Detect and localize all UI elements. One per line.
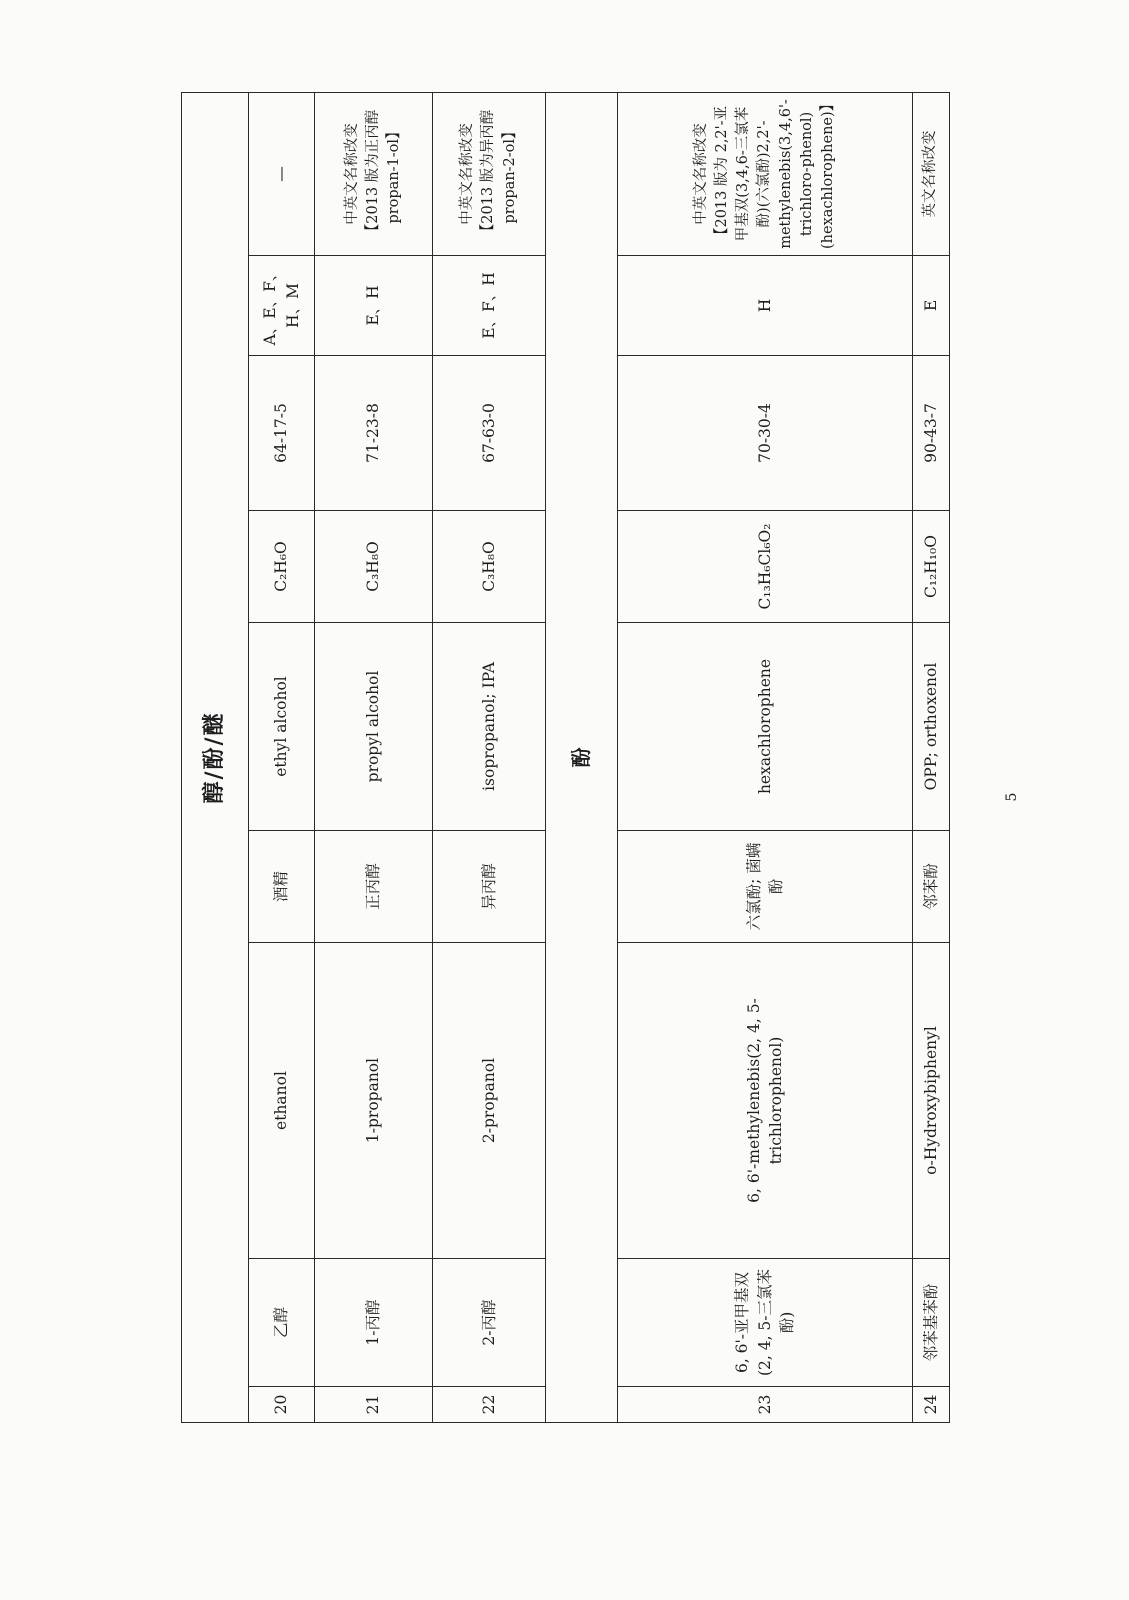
category-code: E — [913, 256, 950, 356]
table-row — [913, 92, 950, 1422]
chinese-alias: 六氯酚; 菌螨酚 — [618, 831, 913, 943]
english-name: 1-propanol — [315, 943, 433, 1259]
row-number: 22 — [433, 1387, 546, 1423]
row-number: 21 — [315, 1387, 433, 1423]
section-header-row — [182, 92, 249, 1422]
cas-number: 67-63-0 — [433, 356, 546, 511]
row-number: 24 — [913, 1387, 950, 1423]
english-alias: OPP; orthoxenol — [913, 623, 950, 831]
cas-number: 71-23-8 — [315, 356, 433, 511]
molecular-formula: C₁₂H₁₀O — [913, 511, 950, 623]
table-row — [315, 92, 433, 1422]
section-title: 醇/酚/醚 — [182, 92, 249, 1422]
chinese-name: 2-丙醇 — [433, 1259, 546, 1387]
remark: 中英文名称改变【2013 版为 2,2'-亚甲基双(3,4,6-三氯苯酚)(六氯酚)2,2'-methylenebis(3,4,6'-trichloro-phenol)(hexachlorophene)】 — [618, 92, 913, 255]
chinese-name: 乙醇 — [249, 1259, 315, 1387]
table-row — [433, 92, 546, 1422]
page-number: 5 — [1004, 792, 1020, 802]
cas-number: 90-43-7 — [913, 356, 950, 511]
chinese-name: 6, 6'-亚甲基双(2, 4, 5-三氯苯酚) — [618, 1259, 913, 1387]
remark: 中英文名称改变【2013 版为异丙醇 propan-2-ol】 — [433, 92, 546, 255]
category-code: E、H — [315, 256, 433, 356]
category-code: H — [618, 256, 913, 356]
english-name: 2-propanol — [433, 943, 546, 1259]
cas-number: 64-17-5 — [249, 356, 315, 511]
chinese-alias: 邻苯酚 — [913, 831, 950, 943]
table-row — [249, 92, 315, 1422]
chinese-name: 邻苯基苯酚 — [913, 1259, 950, 1387]
english-alias: hexachlorophene — [618, 623, 913, 831]
molecular-formula: C₂H₆O — [249, 511, 315, 623]
english-name: ethanol — [249, 943, 315, 1259]
row-number: 20 — [249, 1387, 315, 1423]
remark: 中英文名称改变【2013 版为正丙醇 propan-1-ol】 — [315, 92, 433, 255]
table-row — [618, 92, 913, 1422]
category-code: A、E、F、H、M — [249, 256, 315, 356]
subsection-title: 酚 — [546, 92, 618, 1422]
molecular-formula: C₃H₈O — [315, 511, 433, 623]
chemical-table — [181, 92, 950, 1423]
category-code: E、F、H — [433, 256, 546, 356]
subsection-header-row — [546, 92, 618, 1422]
chinese-alias: 酒精 — [249, 831, 315, 943]
remark: 英文名称改变 — [913, 92, 950, 255]
row-number: 23 — [618, 1387, 913, 1423]
english-alias: propyl alcohol — [315, 623, 433, 831]
english-alias: isopropanol; IPA — [433, 623, 546, 831]
chinese-alias: 异丙醇 — [433, 831, 546, 943]
remark: — — [249, 92, 315, 255]
chinese-name: 1-丙醇 — [315, 1259, 433, 1387]
chinese-alias: 正丙醇 — [315, 831, 433, 943]
molecular-formula: C₃H₈O — [433, 511, 546, 623]
cas-number: 70-30-4 — [618, 356, 913, 511]
molecular-formula: C₁₃H₆Cl₆O₂ — [618, 511, 913, 623]
english-name: 6, 6'-methylenebis(2, 4, 5-trichlorophenol) — [618, 943, 913, 1259]
english-alias: ethyl alcohol — [249, 623, 315, 831]
english-name: o-Hydroxybiphenyl — [913, 943, 950, 1259]
